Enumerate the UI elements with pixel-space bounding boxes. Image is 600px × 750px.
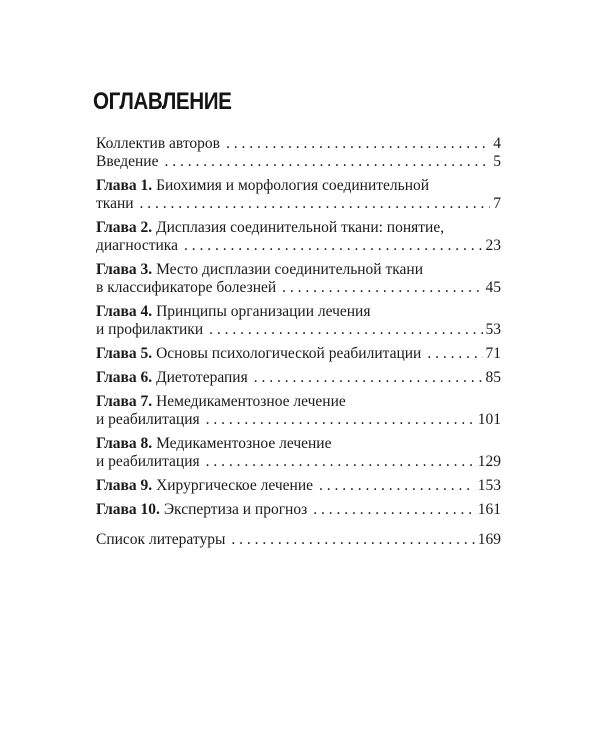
toc-page-number: 169 <box>477 531 501 548</box>
dot-leader <box>226 135 490 153</box>
toc-page-number: 45 <box>485 279 501 296</box>
toc-entry-title: Экспертиза и прогноз <box>163 501 308 518</box>
dot-leader <box>209 321 482 339</box>
toc-entry-authors <box>96 135 501 153</box>
toc-entry-title: Немедикаментозное лечение <box>156 393 346 410</box>
toc-entry-title: Принципы организации лечения <box>156 303 371 320</box>
toc-entry-title: Список литературы <box>96 531 226 548</box>
toc-entry-title-continued: и профилактики <box>96 321 204 338</box>
toc-entry-chapter-4 <box>96 303 501 339</box>
dot-leader <box>206 411 475 429</box>
toc-entry-title-continued: и реабилитация <box>96 411 200 428</box>
toc-page-number: 23 <box>485 237 501 254</box>
toc-entry-chapter-2 <box>96 219 501 255</box>
chapter-number: Глава 2. <box>96 219 153 236</box>
toc-entry-title: Биохимия и морфология соединительной <box>156 177 430 194</box>
toc-entry-chapter-7 <box>96 393 501 429</box>
chapter-number: Глава 3. <box>96 261 153 278</box>
toc-entry-title: Коллектив авторов <box>96 135 220 152</box>
chapter-number: Глава 7. <box>96 393 153 410</box>
toc-entry-title: Место дисплазии соединительной ткани <box>156 261 424 278</box>
dot-leader <box>184 237 483 255</box>
toc-entry-title-continued: и реабилитация <box>96 453 200 470</box>
toc-entry-references <box>96 531 501 549</box>
toc-entry-chapter-10 <box>96 501 501 519</box>
toc-page-number: 5 <box>493 153 501 170</box>
chapter-number: Глава 5. <box>96 345 153 362</box>
dot-leader <box>140 195 491 213</box>
dot-leader <box>427 345 482 363</box>
toc-page-number: 161 <box>477 501 501 518</box>
dot-leader <box>282 279 482 297</box>
dot-leader <box>164 153 490 171</box>
toc-page-number: 101 <box>477 411 501 428</box>
toc-entry-chapter-6 <box>96 369 501 387</box>
toc-page-number: 85 <box>485 369 501 386</box>
chapter-number: Глава 4. <box>96 303 153 320</box>
toc-entry-chapter-9 <box>96 477 501 495</box>
dot-leader <box>319 477 475 495</box>
toc-entry-title: Диетотерапия <box>156 369 248 386</box>
toc-entry-title-continued: в классификаторе болезней <box>96 279 277 296</box>
toc-entry-chapter-1 <box>96 177 501 213</box>
dot-leader <box>313 501 475 519</box>
chapter-number: Глава 8. <box>96 435 153 452</box>
toc-entry-chapter-8 <box>96 435 501 471</box>
chapter-number: Глава 9. <box>96 477 153 494</box>
chapter-number: Глава 10. <box>96 501 160 518</box>
toc-page-number: 129 <box>477 453 501 470</box>
table-of-contents <box>96 135 501 549</box>
toc-entry-title-continued: ткани <box>96 195 134 212</box>
toc-page-number: 153 <box>477 477 501 494</box>
toc-entry-title: Дисплазия соединительной ткани: понятие, <box>156 219 445 236</box>
toc-entry-title: Хирургическое лечение <box>156 477 313 494</box>
chapter-number: Глава 1. <box>96 177 153 194</box>
toc-page-number: 71 <box>485 345 501 362</box>
dot-leader <box>231 531 474 549</box>
toc-entry-title: Медикаментозное лечение <box>156 435 332 452</box>
toc-entry-chapter-3 <box>96 261 501 297</box>
chapter-number: Глава 6. <box>96 369 153 386</box>
dot-leader <box>254 369 483 387</box>
toc-entry-title: Введение <box>96 153 159 170</box>
dot-leader <box>206 453 475 471</box>
toc-entry-title: Основы психологической реабилитации <box>156 345 422 362</box>
toc-page-number: 53 <box>485 321 501 338</box>
toc-entry-chapter-5 <box>96 345 501 363</box>
toc-entry-title-continued: диагностика <box>96 237 178 254</box>
toc-page-number: 4 <box>493 135 501 152</box>
page-title: ОГЛАВЛЕНИЕ <box>93 88 232 115</box>
toc-page-number: 7 <box>493 195 501 212</box>
toc-entry-introduction <box>96 153 501 171</box>
